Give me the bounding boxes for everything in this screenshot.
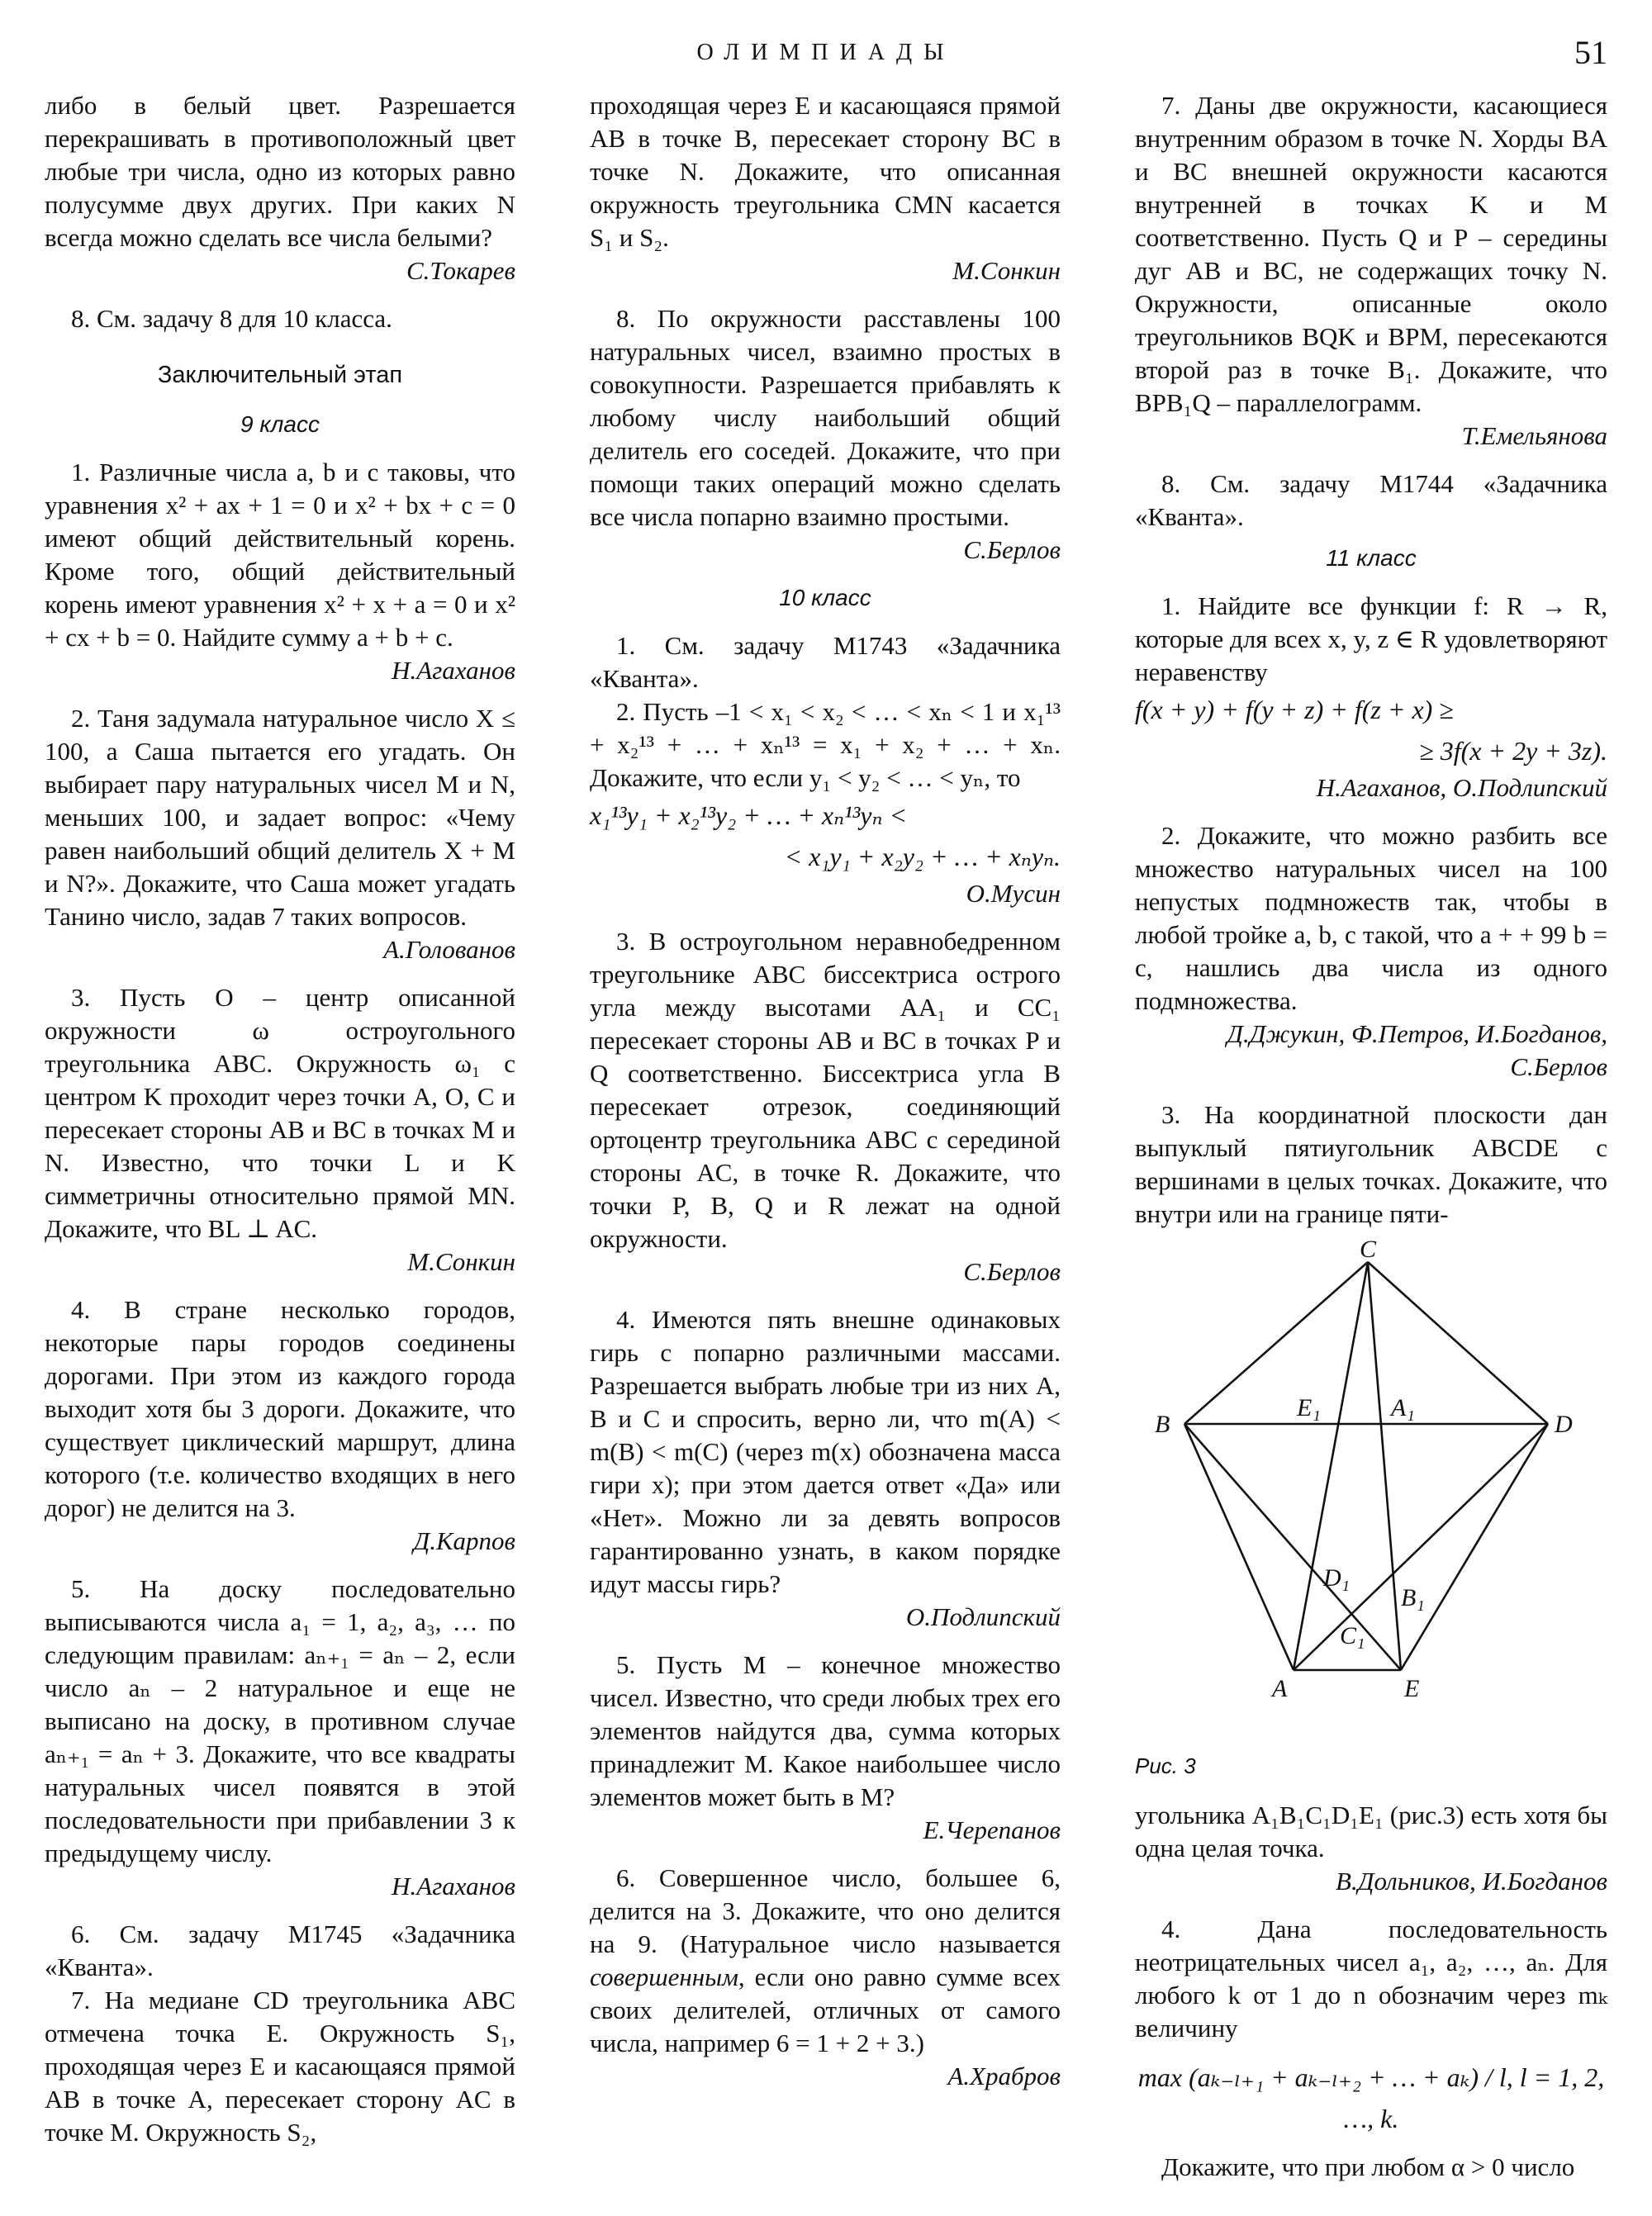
column-2 <box>590 89 1061 2108</box>
label-A1: A₁ <box>1391 1394 1415 1421</box>
diagonal-BE <box>1184 1424 1401 1670</box>
label-B1: B₁ <box>1401 1584 1425 1611</box>
column-1 <box>45 89 515 2149</box>
problem-text: 6. См. задачу М1745 «Задачника «Кванта». <box>45 1919 515 1981</box>
page-number: 51 <box>1574 34 1607 71</box>
author: С.Берлов <box>963 535 1061 564</box>
problem-text: либо в белый цвет. Разрешается перекрашивать в противоположный цвет любые три числа, одно из которых равно полусумме двух других. При каких N всегда можно сделать все числа белыми? <box>45 91 515 252</box>
formula-line: max (aₖ₋ₗ₊₁ + aₖ₋ₗ₊₂ + … + aₖ) / l, l = 1, 2, …, k. <box>1137 2062 1605 2133</box>
diagonal-CE <box>1368 1262 1401 1670</box>
problem-text: 3. Пусть O – центр описанной окружности ω остроугольного треугольника ABC. Окружность ω₁ с центром K проходит через точки A, O, C и пересекает стороны AB и BC в точках M и N. Известно, что точки L и K симметричны относительно прямой MN. Докажите, что BL ⊥ AC. <box>45 983 515 1243</box>
problem-text: проходящая через E и касающаяся прямой AB в точке B, пересекает сторону BC в точке N. Докажите, что описанная окружность треугольника CMN касается S₁ и S₂. <box>590 91 1061 252</box>
problem-text: 8. По окружности расставлены 100 натуральных чисел, взаимно простых в совокупности. Разрешается прибавлять к любому числу наибольший общий делитель его соседей. Докажите, что при помощи таких операций можно сделать все числа попарно взаимно простыми. <box>590 304 1061 531</box>
problem-text: 3. На координатной плоскости дан выпуклый пятиугольник ABCDE с вершинами в целых точках. Докажите, что внутри или на границе пяти- <box>1135 1100 1607 1228</box>
author: Д.Карпов <box>413 1526 515 1555</box>
problem-text: 2. Пусть –1 < x₁ < x₂ < … < xₙ < 1 и x₁¹³ + x₂¹³ + … + xₙ¹³ = x₁ + x₂ + … + xₙ. Докажите, что если y₁ < y₂ < … < yₙ, то <box>590 697 1061 792</box>
pentagon-diagram <box>1135 1241 1607 1744</box>
author: Т.Емельянова <box>1461 421 1607 450</box>
emphasis-term: совершенным <box>590 1962 738 1991</box>
problem-text <box>590 1862 1061 2060</box>
author: М.Сонкин <box>407 1247 515 1276</box>
author: О.Мусин <box>966 879 1061 908</box>
problem-text: 2. Таня задумала натуральное число X ≤ 100, а Саша пытается его угадать. Он выбирает пару натуральных чисел M и N, меньших 100, и задает вопрос: «Чему равен наибольший общий делитель X + M и N?». Докажите, что Саша может угадать Танино число, задав 7 таких вопросов. <box>45 704 515 931</box>
problem-text: 1. Различные числа a, b и c таковы, что уравнения x² + ax + 1 = 0 и x² + bx + c = 0 имеют общий действительный корень. Кроме того, общий действительный корень имеют уравнения x² + x + a = 0 и x² + cx + b = 0. Найдите сумму a + b + c. <box>45 458 515 652</box>
author: О.Подлипский <box>905 1602 1061 1631</box>
author: С.Берлов <box>1510 1052 1607 1081</box>
problem-text: Докажите, что при любом α > 0 число <box>1161 2152 1575 2181</box>
page-header <box>0 34 1652 71</box>
problem-text: 8. См. задачу М1744 «Задачника «Кванта». <box>1135 469 1607 531</box>
label-D1: D₁ <box>1323 1564 1351 1592</box>
side-DE <box>1401 1424 1548 1670</box>
author: Н.Агаханов <box>392 1872 515 1900</box>
pentagon-figure <box>1135 1241 1607 1744</box>
author: Е.Черепанов <box>923 1815 1061 1844</box>
class-heading: 11 класс <box>1326 545 1417 571</box>
author: С.Берлов <box>963 1257 1061 1286</box>
author: Н.Агаханов, О.Подлипский <box>1316 773 1607 802</box>
formula-line: x₁¹³y₁ + x₂¹³y₂ + … + xₙ¹³yₙ < <box>590 800 908 830</box>
author: Д.Джукин, Ф.Петров, И.Богданов, <box>1227 1019 1607 1048</box>
problem-text: 4. В стране несколько городов, некоторые пары городов соединены дорогами. При этом из каждого города выходит хотя бы 3 дороги. Докажите, что существует циклический маршрут, длина которого (т.е. количество входящих в него дорог) не делится на 3. <box>45 1295 515 1522</box>
problem-text: 4. Имеются пять внешне одинаковых гирь с попарно различными массами. Разрешается выбрать любые три из них A, B и C и спросить, верно ли, что m(A) < m(B) < m(C) (через m(x) обозначена масса гири x); при этом дается ответ «Да» или «Нет». Можно ли за девять вопросов гарантированно узнать, в каком порядке идут массы гирь? <box>590 1305 1061 1598</box>
author: С.Токарев <box>406 256 515 285</box>
problem-text: 5. На доску последовательно выписываются числа a₁ = 1, a₂, a₃, … по следующим правилам: aₙ₊₁ = aₙ – 2, если число aₙ – 2 натуральное и еще не выписано на доску, в противном случае aₙ₊₁ = aₙ + 3. Докажите, что все квадраты натуральных чисел появятся в этой последовательности при прибавлении 3 к предыдущему числу. <box>45 1574 515 1867</box>
problem-text: 2. Докажите, что можно разбить все множество натуральных чисел на 100 непустых подмножеств так, чтобы в любой тройке a, b, c такой, что a + + 99 b = c, нашлись два числа из одного подмножества. <box>1135 821 1607 1015</box>
problem-text: 8. См. задачу 8 для 10 класса. <box>71 304 392 333</box>
author: Н.Агаханов <box>392 656 515 685</box>
author: В.Дольников, И.Богданов <box>1336 1867 1607 1896</box>
class-heading: 10 класс <box>779 585 871 610</box>
author: А.Храбров <box>947 2062 1061 2090</box>
problem-text: 1. См. задачу М1743 «Задачника «Кванта». <box>590 631 1061 693</box>
figure-caption: Рис. 3 <box>1135 1753 1196 1778</box>
label-E1: E₁ <box>1297 1394 1321 1421</box>
author: А.Голованов <box>383 935 515 964</box>
class-heading: 9 класс <box>240 411 320 437</box>
label-C1: C₁ <box>1340 1622 1365 1649</box>
text-run: 6. Совершенное число, большее 6, делится на 3. Докажите, что оно делится на 9. (Натуральное число называется <box>590 1863 1061 1958</box>
column-3 <box>1135 89 1607 2184</box>
problem-text: 7. Даны две окружности, касающиеся внутренним образом в точке N. Хорды BA и BC внешней окружности касаются внутренней в точках K и M соответственно. Пусть Q и P – середины дуг AB и BC, не содержащих точку N. Окружности, описанные около треугольников BQK и BPM, пересекаются второй раз в точке B₁. Докажите, что BPB₁Q – параллелограмм. <box>1135 91 1607 417</box>
label-D: D <box>1555 1411 1573 1438</box>
section-title: Заключительный этап <box>157 362 403 388</box>
side-CB <box>1184 1262 1368 1424</box>
author: М.Сонкин <box>952 256 1061 285</box>
problem-text: 7. На медиане CD треугольника ABC отмечена точка E. Окружность S₁, проходящая через E и касающаяся прямой AB в точке A, пересекает сторону AC в точке M. Окружность S₂, <box>45 1986 515 2147</box>
side-BA <box>1184 1424 1294 1670</box>
problem-text: 5. Пусть M – конечное множество чисел. Известно, что среди любых трех его элементов найдутся два, сумма которых принадлежит M. Какое наибольшее число элементов может быть в M? <box>590 1650 1061 1811</box>
label-B: B <box>1155 1411 1170 1438</box>
problem-text: 1. Найдите все функции f: R → R, которые для всех x, y, z ∈ R удовлетворяют неравенству <box>1135 591 1607 686</box>
label-E: E <box>1404 1675 1420 1702</box>
problem-text: угольника A₁B₁C₁D₁E₁ (рис.3) есть хотя бы одна целая точка. <box>1135 1801 1607 1862</box>
problem-text: 3. В остроугольном неравнобедренном треугольнике ABC биссектриса острого угла между высотами AA₁ и CC₁ пересекает стороны AB и BC в точках P и Q соответственно. Биссектриса угла B пересекает отрезок, соединяющий ортоцентр треугольника ABC с серединой стороны AC, в точке R. Докажите, что точки P, B, Q и R лежат на одной окружности. <box>590 927 1061 1253</box>
formula-line: < x₁y₁ + x₂y₂ + … + xₙyₙ. <box>784 842 1061 871</box>
running-title: ОЛИМПИАДЫ <box>696 40 956 65</box>
label-C: C <box>1360 1241 1377 1263</box>
formula-line: ≥ 3f(x + 2y + 3z). <box>1419 736 1607 766</box>
problem-text: 4. Дана последовательность неотрицательных чисел a₁, a₂, …, aₙ. Для любого k от 1 до n обозначим через mₖ величину <box>1135 1915 1607 2043</box>
formula-line: f(x + y) + f(y + z) + f(z + x) ≥ <box>1135 695 1454 724</box>
text-run: , если оно равно сумме всех своих делителей, отличных от самого числа, например 6 = 1 + 2 + 3.) <box>590 1962 1061 2057</box>
label-A: A <box>1272 1675 1288 1702</box>
